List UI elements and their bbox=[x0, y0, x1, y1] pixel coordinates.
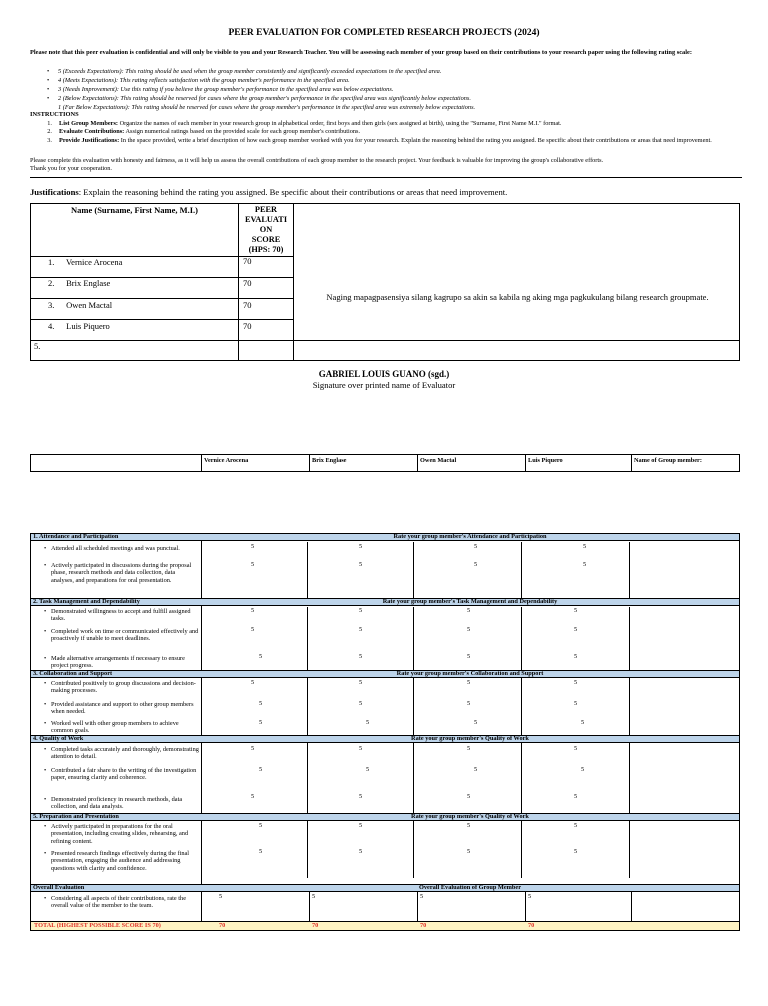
criterion-item: • Actively participated in preparations for the oral presentation, including creating slides, rehearsing, and refining content. bbox=[51, 823, 199, 845]
score-cell: 5 bbox=[359, 543, 363, 550]
instruction-title: Evaluate Contributions: bbox=[59, 128, 125, 136]
table-divider bbox=[521, 607, 522, 670]
section-rate-header: Rate your group member's Task Management and Dependability bbox=[382, 598, 558, 605]
score-cell: 5 bbox=[251, 561, 255, 568]
score-cell: 5 bbox=[474, 766, 478, 773]
score-cell: 5 bbox=[574, 848, 578, 855]
score-cell: 5 bbox=[574, 745, 578, 752]
criterion-item: • Completed work on time or communicated effectively and proactively if unable to meet deadlines. bbox=[51, 628, 199, 643]
instructions-list bbox=[30, 120, 742, 145]
score-cell: 5 bbox=[474, 719, 478, 726]
criterion-item: • Provided assistance and support to other group members when needed. bbox=[51, 701, 199, 716]
instructions-heading: INSTRUCTIONS bbox=[30, 111, 79, 118]
table-divider bbox=[31, 319, 293, 320]
criterion-item: • Worked well with other group members to achieve common goals. bbox=[51, 720, 199, 735]
total-row bbox=[31, 921, 739, 930]
criterion-item: • Presented research findings effectively during the final presentation, engaging the audience and addressing questions with clarity and confidence. bbox=[51, 850, 199, 872]
table-divider bbox=[629, 542, 630, 599]
score-cell: 5 bbox=[574, 700, 578, 707]
instruction-number: 1. bbox=[47, 120, 52, 127]
member-score: 70 bbox=[243, 300, 252, 310]
score-cell: 5 bbox=[574, 607, 578, 614]
table-divider bbox=[629, 821, 630, 878]
instruction-text: Assign numerical ratings based on the provided scale for each group member's contributions. bbox=[124, 128, 361, 136]
section-title: 3. Collaboration and Support bbox=[33, 670, 113, 677]
score-cell: 5 bbox=[366, 719, 370, 726]
score-cell: 5 bbox=[420, 893, 424, 900]
section-rate-header: Overall Evaluation of Group Member bbox=[418, 884, 522, 891]
criterion-item: • Considering all aspects of their contributions, rate the overall value of the member to the team. bbox=[51, 895, 199, 910]
score-cell: 5 bbox=[251, 607, 255, 614]
instruction-text: Organize the names of each member in your research group in alphabetical order, first boys and then girls (sex assigned at birth), using the "Surname, First Name M.I." format. bbox=[118, 120, 562, 127]
table-divider bbox=[521, 678, 522, 735]
member-number: 4. bbox=[48, 321, 55, 331]
instruction-item bbox=[30, 128, 742, 136]
member-number: 2. bbox=[48, 278, 55, 288]
justifications-heading bbox=[30, 187, 507, 197]
table-divider bbox=[413, 678, 414, 735]
member-name-text: Owen Mactal bbox=[66, 300, 113, 310]
member-name bbox=[48, 278, 110, 288]
score-cell: 5 bbox=[574, 793, 578, 800]
table-divider bbox=[629, 678, 630, 735]
score-cell: 5 bbox=[474, 543, 478, 550]
member-score: 70 bbox=[243, 321, 252, 331]
section-rate-header: Rate your group member's Quality of Work bbox=[411, 813, 529, 820]
score-column-header bbox=[239, 205, 293, 255]
score-cell: 5 bbox=[359, 561, 363, 568]
score-cell: 5 bbox=[467, 679, 471, 686]
section-title: 4. Quality of Work bbox=[33, 735, 84, 742]
score-header-line: PEER bbox=[254, 205, 278, 214]
score-cell: 5 bbox=[312, 893, 316, 900]
instruction-title: Provide Justifications: bbox=[59, 136, 120, 144]
criterion-item: • Contributed positively to group discussions and decision-making processes. bbox=[51, 680, 199, 695]
peer-evaluation-table bbox=[30, 203, 740, 361]
section-header bbox=[31, 884, 739, 892]
rating-scale-item: • 4 (Meets Expectations): This rating reflects satisfaction with the group member's performance in the specified area. bbox=[45, 76, 735, 85]
member-name-header: Luis Piquero bbox=[525, 455, 633, 471]
score-cell: 5 bbox=[259, 848, 263, 855]
table-divider bbox=[293, 204, 294, 360]
score-cell: 5 bbox=[219, 893, 223, 900]
instruction-title: List Group Members: bbox=[59, 120, 118, 127]
section-title: 5. Preparation and Presentation bbox=[33, 813, 119, 820]
score-cell: 5 bbox=[528, 893, 532, 900]
name-column-header: Name (Surname, First Name, M.I.) bbox=[71, 205, 198, 215]
member-name bbox=[48, 257, 122, 267]
score-header-line: ON bbox=[259, 225, 273, 234]
member-score: 70 bbox=[243, 278, 252, 288]
score-cell: 5 bbox=[359, 700, 363, 707]
instruction-number: 3. bbox=[47, 136, 52, 144]
total-value: 70 bbox=[312, 922, 319, 929]
justification-text: Naging mapagpasensiya silang kagrupo sa akin sa kabila ng aking mga pagkukulang bilang research groupmate. bbox=[326, 292, 709, 302]
score-cell: 5 bbox=[359, 607, 363, 614]
rating-scale-item: 1 (Far Below Expectations): This rating should be reserved for cases where the group member's performance in the specified area was extremely below expectations. bbox=[58, 104, 476, 111]
table-divider bbox=[629, 607, 630, 670]
member-name-text: Brix Englase bbox=[66, 278, 111, 288]
table-divider bbox=[413, 743, 414, 813]
table-divider bbox=[307, 821, 308, 878]
member-name-header: Vernice Arocena bbox=[201, 455, 309, 471]
criterion-item: • Attended all scheduled meetings and was punctual. bbox=[51, 545, 199, 552]
table-divider bbox=[629, 743, 630, 813]
score-cell: 5 bbox=[359, 653, 363, 660]
score-cell: 5 bbox=[251, 679, 255, 686]
member-number: 1. bbox=[48, 257, 55, 267]
score-cell: 5 bbox=[467, 607, 471, 614]
table-divider bbox=[307, 743, 308, 813]
score-cell: 5 bbox=[583, 561, 587, 568]
table-divider bbox=[413, 607, 414, 670]
score-cell: 5 bbox=[259, 766, 263, 773]
member-name bbox=[48, 321, 110, 331]
criterion-item: • Actively participated in discussions during the proposal phase, research methods and data collection, data analyses, and preparations for oral presentation. bbox=[51, 562, 199, 584]
score-cell: 5 bbox=[259, 822, 263, 829]
member-name-header: Brix Englase bbox=[309, 455, 417, 471]
instruction-text: In the space provided, write a brief description of how each group member worked with you for your research. Explain the reasoning behind the rating you assigned. Be specific about their contributions or areas that need improvement. bbox=[119, 136, 712, 144]
table-divider bbox=[413, 542, 414, 599]
section-header bbox=[31, 813, 739, 821]
score-header-line: (HPS: 70) bbox=[248, 245, 284, 254]
table-divider bbox=[307, 542, 308, 599]
score-cell: 5 bbox=[574, 679, 578, 686]
intro-paragraph: Please note that this peer evaluation is confidential and will only be visible to you and your Research Teacher. You will be assessing each member of your group based on their contributions to your research paper using the following rating scale: bbox=[30, 49, 692, 56]
member-number: 3. bbox=[48, 300, 55, 310]
total-value: 70 bbox=[528, 922, 535, 929]
table-divider bbox=[31, 340, 739, 341]
criterion-item: • Made alternative arrangements if necessary to ensure project progress. bbox=[51, 655, 199, 670]
member-names-row bbox=[30, 454, 740, 472]
table-divider bbox=[31, 298, 293, 299]
score-cell: 5 bbox=[574, 822, 578, 829]
section-header bbox=[31, 533, 739, 541]
score-cell: 5 bbox=[251, 793, 255, 800]
total-label: TOTAL (HIGHEST POSSIBLE SCORE IS 70) bbox=[34, 922, 161, 929]
score-cell: 5 bbox=[251, 543, 255, 550]
section-rate-header: Rate your group member's Collaboration and Support bbox=[396, 670, 544, 677]
section-rate-header: Rate your group member's Attendance and Participation bbox=[393, 533, 547, 540]
justifications-text: : Explain the reasoning behind the rating you assigned. Be specific about their contributions or areas that need improvement. bbox=[78, 187, 508, 197]
table-divider bbox=[201, 534, 202, 921]
rating-scale-item: • 3 (Needs Improvement): Use this rating if you believe the group member's performance in the specified area was below expectations. bbox=[45, 85, 735, 94]
section-title: 1. Attendance and Participation bbox=[33, 533, 119, 540]
criterion-item: • Demonstrated willingness to accept and fulfill assigned tasks. bbox=[51, 608, 199, 623]
signature-label: Signature over printed name of Evaluator bbox=[312, 380, 456, 390]
instruction-item bbox=[30, 137, 742, 145]
score-cell: 5 bbox=[474, 561, 478, 568]
score-cell: 5 bbox=[467, 822, 471, 829]
score-header-line: SCORE bbox=[251, 235, 281, 244]
instruction-item bbox=[30, 120, 742, 128]
criterion-item: • Completed tasks accurately and thoroughly, demonstrating attention to detail. bbox=[51, 746, 199, 761]
score-cell: 5 bbox=[581, 766, 585, 773]
score-cell: 5 bbox=[259, 700, 263, 707]
row-5-number: 5. bbox=[34, 341, 41, 351]
section-header bbox=[31, 670, 739, 678]
total-value: 70 bbox=[219, 922, 226, 929]
score-cell: 5 bbox=[359, 679, 363, 686]
closing-text bbox=[30, 157, 742, 174]
section-title: 2. Task Management and Dependability bbox=[33, 598, 140, 605]
score-cell: 5 bbox=[251, 626, 255, 633]
score-cell: 5 bbox=[467, 700, 471, 707]
score-cell: 5 bbox=[359, 793, 363, 800]
score-cell: 5 bbox=[574, 626, 578, 633]
rating-scale-item: • 5 (Exceeds Expectations): This rating should be used when the group member consistently and significantly exceeded expectations in the specified area. bbox=[45, 67, 735, 76]
score-cell: 5 bbox=[574, 653, 578, 660]
member-name-header: Owen Mactal bbox=[417, 455, 525, 471]
score-cell: 5 bbox=[251, 745, 255, 752]
table-divider bbox=[521, 743, 522, 813]
section-header bbox=[31, 735, 739, 743]
rating-table bbox=[30, 533, 740, 931]
member-score: 70 bbox=[243, 256, 252, 266]
table-divider bbox=[521, 542, 522, 599]
rating-scale-item: • 2 (Below Expectations): This rating should be reserved for cases where the group member's performance in the specified area was significantly below expectations. bbox=[45, 94, 735, 103]
score-cell: 5 bbox=[359, 745, 363, 752]
evaluator-name: GABRIEL LOUIS GUANO (sgd.) bbox=[318, 369, 450, 379]
score-cell: 5 bbox=[583, 543, 587, 550]
score-cell: 5 bbox=[467, 793, 471, 800]
score-cell: 5 bbox=[259, 653, 263, 660]
score-cell: 5 bbox=[359, 822, 363, 829]
member-name-text: Luis Piquero bbox=[66, 321, 110, 331]
score-cell: 5 bbox=[467, 653, 471, 660]
thank-you-text: Thank you for your cooperation. bbox=[30, 165, 113, 173]
score-cell: 5 bbox=[359, 848, 363, 855]
member-name-text: Vernice Arocena bbox=[65, 257, 123, 267]
section-rate-header: Rate your group member's Quality of Work bbox=[411, 735, 529, 742]
score-header-line: EVALUATI bbox=[244, 215, 288, 224]
section-title: Overall Evaluation bbox=[33, 884, 85, 891]
justifications-label: Justifications bbox=[30, 187, 79, 197]
score-cell: 5 bbox=[467, 848, 471, 855]
score-cell: 5 bbox=[581, 719, 585, 726]
score-cell: 5 bbox=[467, 745, 471, 752]
rating-scale-list bbox=[45, 67, 735, 112]
score-cell: 5 bbox=[359, 626, 363, 633]
closing-paragraph: Please complete this evaluation with honesty and fairness, as it will help us assess the overall contributions of each group member to the research project. Your feedback is valuable for improving the group's collaborative efforts. bbox=[30, 157, 604, 164]
member-name bbox=[48, 300, 112, 310]
member-name-header: Name of Group member: bbox=[631, 455, 739, 471]
table-divider bbox=[307, 607, 308, 670]
table-divider bbox=[521, 821, 522, 878]
divider bbox=[30, 177, 742, 178]
score-cell: 5 bbox=[467, 626, 471, 633]
total-value: 70 bbox=[420, 922, 427, 929]
score-cell: 5 bbox=[259, 719, 263, 726]
criterion-item: • Contributed a fair share to the writing of the investigation paper, ensuring clarity and coherence. bbox=[51, 767, 199, 782]
score-cell: 5 bbox=[366, 766, 370, 773]
signature-block bbox=[0, 369, 768, 390]
criterion-item: • Demonstrated proficiency in research methods, data collection, and data analysis. bbox=[51, 796, 199, 811]
table-divider bbox=[413, 821, 414, 878]
instruction-number: 2. bbox=[47, 128, 52, 136]
section-header bbox=[31, 598, 739, 606]
table-divider bbox=[307, 678, 308, 735]
page-title: PEER EVALUATION FOR COMPLETED RESEARCH PROJECTS (2024) bbox=[228, 28, 540, 38]
